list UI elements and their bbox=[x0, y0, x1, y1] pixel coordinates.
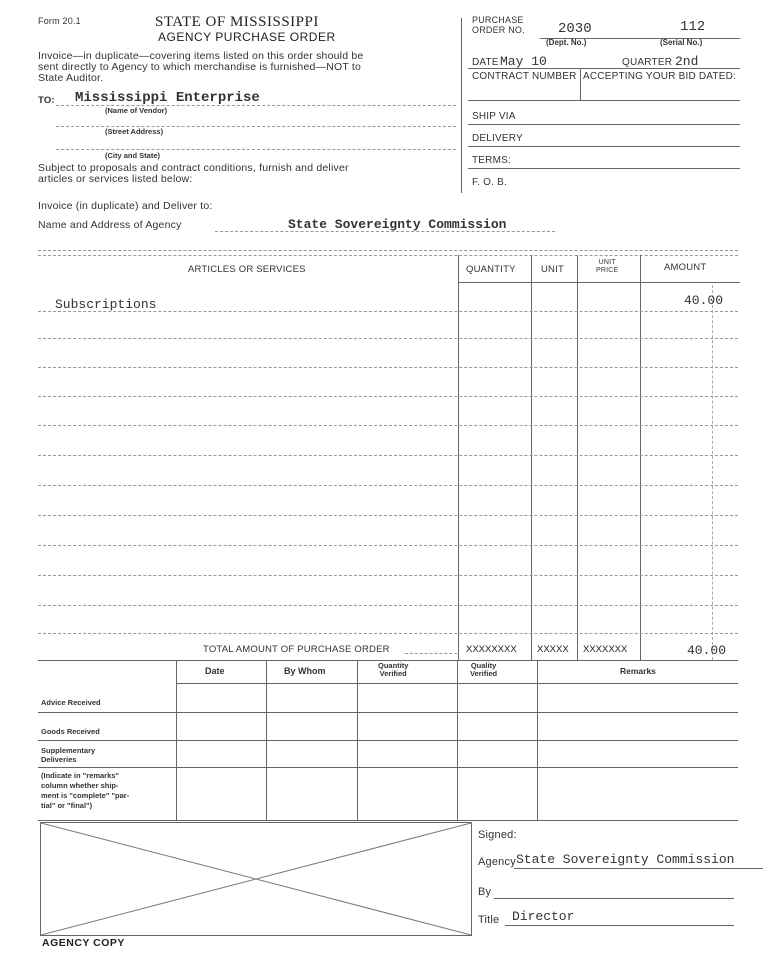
title-value: Director bbox=[512, 909, 575, 924]
signed-label: Signed: bbox=[478, 829, 517, 841]
goods-received-label: Goods Received bbox=[41, 727, 100, 736]
vendor-name: Mississippi Enterprise bbox=[75, 90, 260, 106]
col-amount: AMOUNT bbox=[664, 262, 707, 273]
form-number: Form 20.1 bbox=[38, 16, 81, 26]
col-unit-price: UNIT PRICE bbox=[596, 259, 619, 274]
dept-no-label: (Dept. No.) bbox=[546, 38, 587, 47]
verify-col-quantity: Quantity Verified bbox=[378, 661, 409, 678]
total-unit-x: XXXXX bbox=[537, 644, 569, 655]
date-label: DATE bbox=[472, 57, 499, 68]
contract-number-label: CONTRACT NUMBER bbox=[472, 71, 577, 82]
total-price-x: XXXXXXX bbox=[583, 644, 628, 655]
ship-via-label: SHIP VIA bbox=[472, 111, 516, 122]
void-box bbox=[40, 822, 472, 936]
total-qty-x: XXXXXXXX bbox=[466, 644, 517, 655]
col-articles: ARTICLES OR SERVICES bbox=[188, 264, 306, 275]
agency-address-label: Name and Address of Agency bbox=[38, 219, 182, 231]
verify-col-by-whom: By Whom bbox=[284, 666, 326, 676]
vendor-name-label: (Name of Vendor) bbox=[105, 106, 168, 115]
invoice-instructions: Invoice—in duplicate—covering items listed on this order should be sent directly to Agency to which merchandise is furnished—NOT to State Auditor. bbox=[38, 50, 364, 84]
accepting-bid-label: ACCEPTING YOUR BID DATED: bbox=[583, 71, 736, 82]
delivery-label: DELIVERY bbox=[472, 133, 523, 144]
total-label: TOTAL AMOUNT OF PURCHASE ORDER bbox=[203, 644, 390, 655]
subject-text: Subject to proposals and contract conditions, furnish and deliver articles or services listed below: bbox=[38, 162, 349, 185]
city-state-label: (City and State) bbox=[105, 151, 161, 160]
item-amount: 40.00 bbox=[684, 293, 724, 308]
col-quantity: QUANTITY bbox=[466, 264, 516, 275]
verify-col-remarks: Remarks bbox=[620, 666, 656, 676]
quarter-value: 2nd bbox=[675, 54, 699, 69]
street-address-label: (Street Address) bbox=[105, 127, 164, 136]
date-value: May 10 bbox=[500, 54, 547, 69]
advice-received-label: Advice Received bbox=[41, 698, 101, 707]
title-label: Title bbox=[478, 914, 500, 926]
agency-name: State Sovereignty Commission bbox=[288, 217, 507, 232]
order-title: AGENCY PURCHASE ORDER bbox=[158, 30, 336, 44]
quarter-label: QUARTER bbox=[622, 57, 673, 68]
serial-no-label: (Serial No.) bbox=[660, 38, 703, 47]
dept-number: 2030 bbox=[558, 21, 592, 37]
po-label: PURCHASE ORDER NO. bbox=[472, 15, 525, 35]
serial-number: 112 bbox=[680, 19, 706, 35]
fob-label: F. O. B. bbox=[472, 177, 507, 188]
verify-col-date: Date bbox=[205, 666, 225, 676]
supplementary-deliveries-label: Supplementary Deliveries bbox=[41, 746, 96, 764]
item-description: Subscriptions bbox=[55, 297, 157, 312]
state-title: STATE OF MISSISSIPPI bbox=[155, 14, 319, 30]
to-label: TO: bbox=[38, 95, 55, 106]
verify-col-quality: Quality Verified bbox=[470, 661, 498, 678]
copy-label: AGENCY COPY bbox=[42, 937, 125, 949]
col-unit: UNIT bbox=[541, 264, 564, 275]
agency-signed-value: State Sovereignty Commission bbox=[516, 852, 735, 867]
agency-signed-label: Agency bbox=[478, 856, 516, 868]
terms-label: TERMS: bbox=[472, 155, 511, 166]
void-cross bbox=[41, 823, 471, 935]
by-label: By bbox=[478, 886, 492, 898]
deliver-to-label: Invoice (in duplicate) and Deliver to: bbox=[38, 200, 213, 212]
remarks-note: (Indicate in "remarks" column whether ship- ment is "complete" "par- tial" or "final") bbox=[41, 771, 130, 810]
total-amount: 40.00 bbox=[687, 643, 727, 658]
